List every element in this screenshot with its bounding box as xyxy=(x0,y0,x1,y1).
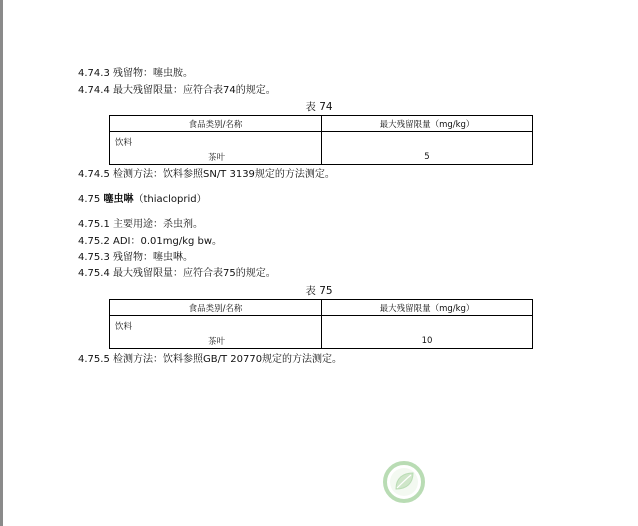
table-75-caption: 表 75 xyxy=(305,285,333,297)
header-food-category: 食品类别/名称 xyxy=(110,300,322,316)
heading-number: 4.75 xyxy=(78,194,104,205)
food-category-cell xyxy=(110,316,322,349)
table-row xyxy=(110,132,533,165)
header-food-category: 食品类别/名称 xyxy=(110,116,322,132)
clause-4-75-3: 4.75.3 残留物：噻虫啉。 xyxy=(78,252,193,263)
item-label: 茶叶 xyxy=(208,153,226,163)
clause-4-75-1: 4.75.1 主要用途：杀虫剂。 xyxy=(78,219,203,230)
clause-4-74-3: 4.74.3 残留物：噻虫胺。 xyxy=(78,68,193,79)
table-header-row xyxy=(110,116,533,132)
table-75 xyxy=(109,299,533,349)
table-74 xyxy=(109,115,533,165)
header-mrl: 最大残留限量（mg/kg） xyxy=(322,116,533,132)
section-heading-4-75 xyxy=(78,194,207,206)
clause-4-75-5: 4.75.5 检测方法：饮料参照GB/T 20770规定的方法测定。 xyxy=(78,354,343,365)
category-label: 饮料 xyxy=(115,322,133,332)
table-row xyxy=(110,316,533,349)
mrl-value: 5 xyxy=(322,132,533,165)
table-header-row xyxy=(110,300,533,316)
clause-4-75-2: 4.75.2 ADI：0.01mg/kg bw。 xyxy=(78,236,223,247)
header-mrl: 最大残留限量（mg/kg） xyxy=(322,300,533,316)
clause-4-75-4: 4.75.4 最大残留限量：应符合表75的规定。 xyxy=(78,268,276,279)
leaf-logo-icon xyxy=(381,460,427,504)
item-label: 茶叶 xyxy=(208,337,226,347)
clause-4-74-4: 4.74.4 最大残留限量：应符合表74的规定。 xyxy=(78,85,276,96)
heading-latin: （thiacloprid） xyxy=(133,194,207,205)
food-category-cell xyxy=(110,132,322,165)
clause-4-74-5: 4.74.5 检测方法：饮料参照SN/T 3139规定的方法测定。 xyxy=(78,169,335,180)
heading-name: 噻虫啉 xyxy=(103,194,134,205)
category-label: 饮料 xyxy=(115,138,133,148)
table-74-caption: 表 74 xyxy=(305,101,333,113)
mrl-value: 10 xyxy=(322,316,533,349)
